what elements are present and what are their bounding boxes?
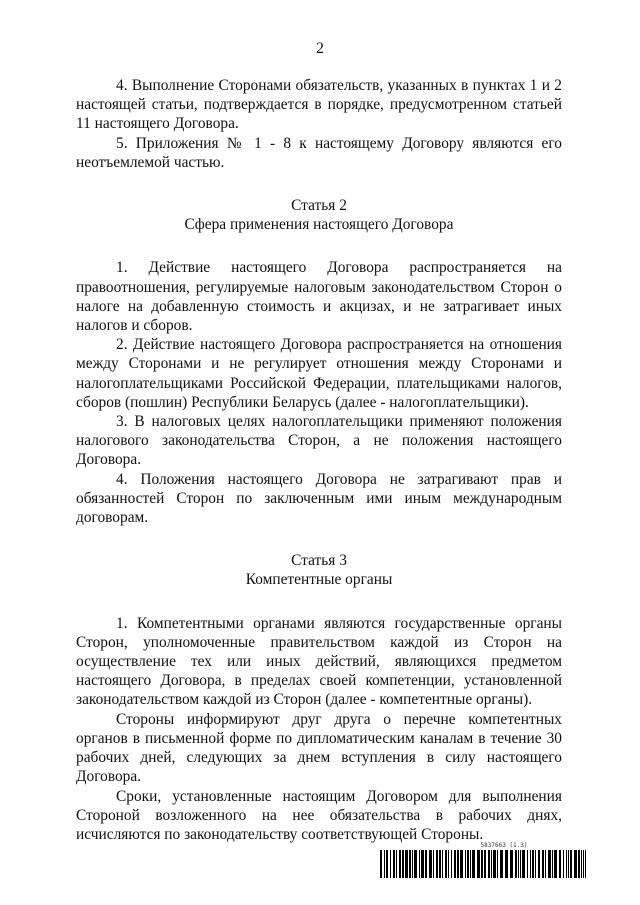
article3-title: Компетентные органы (245, 571, 393, 589)
article3-paragraph-2: Стороны информируют друг друга о перечне компетентных органов в письменной форме по дипломатическим каналам в течение 30 рабочих дней, следующих за днем вступления в силу настоящего Договора. (76, 710, 562, 786)
article2-number: Статья 2 (291, 197, 347, 215)
article1-paragraph-5: 5. Приложения № 1 - 8 к настоящему Договору являются его неотъемлемой частью. (76, 134, 562, 171)
article1-paragraph-4: 4. Выполнение Сторонами обязательств, указанных в пунктах 1 и 2 настоящей статьи, подтверждается в порядке, предусмотренном статьей 11 настоящего Договора. (76, 77, 562, 133)
barcode-icon (380, 850, 588, 878)
document-body (76, 76, 562, 844)
article2-paragraph-3: 3. В налоговых целях налогоплательщики применяют положения налогового законодательства Сторон, а не положения настоящего Договора. (76, 413, 562, 469)
barcode-label: 5837663 (1.3) (480, 842, 528, 849)
barcode-block (380, 842, 588, 878)
page-number: 2 (316, 40, 324, 57)
article2-title: Сфера применения настоящего Договора (184, 216, 454, 234)
article3-number: Статья 3 (291, 552, 347, 570)
article2-paragraph-4: 4. Положения настоящего Договора не затрагивают прав и обязанностей Сторон по заключенным ими иным международным договорам. (76, 470, 562, 527)
article3-paragraph-3: Сроки, установленные настоящим Договором для выполнения Стороной возложенного на нее обязательства в рабочих днях, исчисляются по законодательству соответствующей Стороны. (76, 787, 562, 843)
article2-paragraph-2: 2. Действие настоящего Договора распространяется на отношения между Сторонами и не регулирует отношения между Сторонами и налогоплательщиками Российской Федерации, плательщиками налогов, сборов (пошлин) Республики Беларусь (далее - налогоплательщики). (76, 336, 562, 411)
article2-paragraph-1: 1. Действие настоящего Договора распространяется на правоотношения, регулируемые налоговым законодательством Сторон о налоге на добавленную стоимость и акцизах, и не затрагивает иных налогов и сборов. (76, 259, 562, 335)
article3-paragraph-1: 1. Компетентными органами являются государственные органы Сторон, уполномоченные правительством каждой из Сторон на осуществление тех или иных действий, являющихся предметом настоящего Договора, в пределах своей компетенции, установленной законодательством каждой из Сторон (далее - компетентные органы). (76, 614, 562, 709)
